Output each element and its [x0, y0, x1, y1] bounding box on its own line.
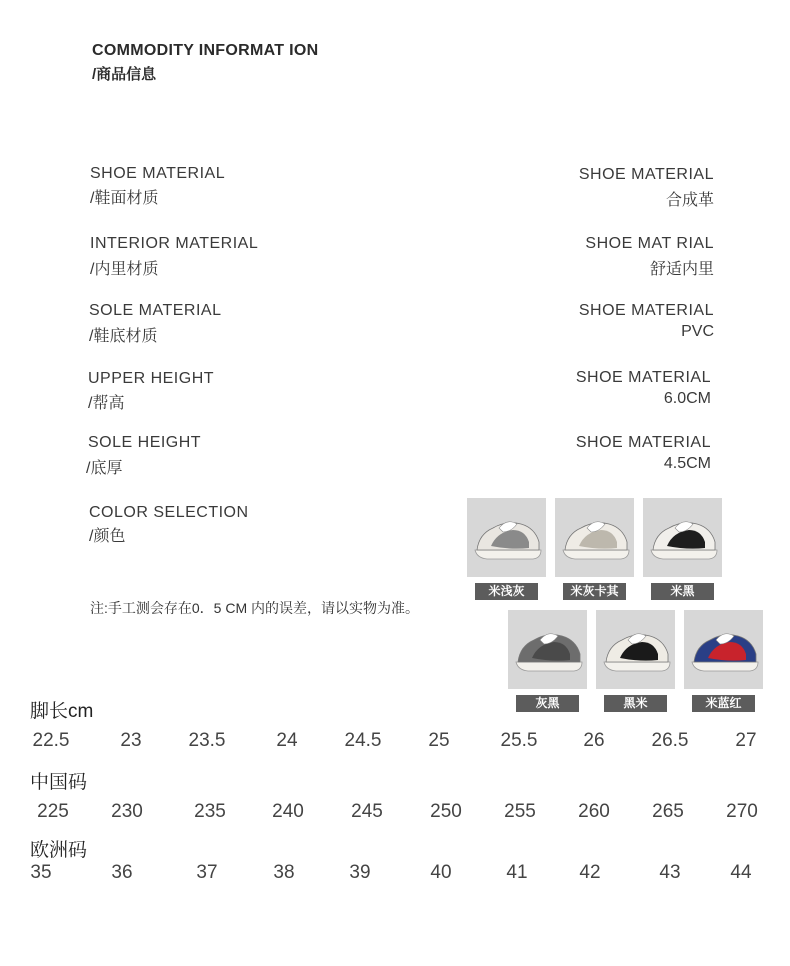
size-cell: 270	[726, 801, 758, 822]
spec-value-en: SHOE MAT RIAL	[585, 235, 714, 252]
measurement-note: 注:手工测会存在0．5 CM 内的误差，请以实物为准。	[90, 600, 420, 616]
size-cell: 245	[351, 801, 383, 822]
shoe-thumbnail	[684, 610, 763, 689]
color-name-tag: 灰黑	[516, 695, 579, 712]
spec-value-en: SHOE MATERIAL	[575, 434, 711, 451]
china-size-row	[0, 801, 790, 825]
spec-value: 合成革	[665, 192, 714, 209]
color-name-tag: 黑米	[604, 695, 667, 712]
spec-label-en: SHOE MATERIAL	[90, 165, 226, 182]
size-cell: 25	[428, 730, 450, 751]
size-cell: 43	[659, 862, 681, 883]
spec-value-en: SHOE MATERIAL	[575, 369, 711, 386]
size-cell: 260	[578, 801, 610, 822]
size-cell: 35	[30, 862, 52, 883]
color-swatch[interactable]	[684, 610, 763, 712]
sneaker-image	[643, 498, 722, 577]
size-cell: 235	[194, 801, 226, 822]
spec-label-zh: /内里材质	[90, 261, 159, 278]
china-size-label: 中国码	[30, 772, 88, 793]
shoe-thumbnail	[508, 610, 587, 689]
section-title-zh: /商品信息	[92, 66, 157, 83]
size-cell: 36	[111, 862, 133, 883]
size-cell: 265	[652, 801, 684, 822]
color-selection-label-zh: /颜色	[89, 528, 126, 545]
size-cell: 23.5	[188, 730, 226, 751]
size-cell: 230	[111, 801, 143, 822]
color-name-tag: 米浅灰	[475, 583, 538, 600]
shoe-thumbnail	[643, 498, 722, 577]
spec-value-en: SHOE MATERIAL	[578, 166, 714, 183]
size-cell: 255	[504, 801, 536, 822]
spec-value: 6.0CM	[663, 390, 711, 407]
size-cell: 250	[430, 801, 462, 822]
size-cell: 225	[37, 801, 69, 822]
size-cell: 38	[273, 862, 295, 883]
size-cell: 24	[276, 730, 298, 751]
size-cell: 27	[735, 730, 757, 751]
spec-label-zh: /鞋底材质	[89, 328, 158, 345]
spec-value-en: SHOE MATERIAL	[578, 302, 714, 319]
color-swatch[interactable]	[555, 498, 634, 600]
sneaker-image	[684, 610, 763, 689]
spec-label-en: SOLE HEIGHT	[88, 434, 202, 451]
size-cell: 26.5	[651, 730, 689, 751]
sneaker-image	[467, 498, 546, 577]
shoe-thumbnail	[596, 610, 675, 689]
eu-size-row	[0, 862, 790, 886]
spec-value: PVC	[681, 323, 714, 340]
color-swatch[interactable]	[643, 498, 722, 600]
foot-length-label: 脚长cm	[30, 701, 94, 722]
color-swatch[interactable]	[467, 498, 546, 600]
size-cell: 22.5	[32, 730, 70, 751]
spec-value: 4.5CM	[663, 455, 711, 472]
spec-label-en: UPPER HEIGHT	[88, 370, 215, 387]
size-cell: 23	[120, 730, 142, 751]
size-cell: 39	[349, 862, 371, 883]
section-title-en: COMMODITY INFORMAT ION	[92, 42, 319, 59]
sneaker-image	[596, 610, 675, 689]
size-cell: 44	[730, 862, 752, 883]
color-swatch[interactable]	[508, 610, 587, 712]
sneaker-image	[555, 498, 634, 577]
size-cell: 42	[579, 862, 601, 883]
size-cell: 24.5	[344, 730, 382, 751]
spec-label-zh: /底厚	[86, 460, 123, 477]
spec-value: 舒适内里	[649, 261, 714, 278]
size-cell: 25.5	[500, 730, 538, 751]
color-name-tag: 米蓝红	[692, 695, 755, 712]
size-cell: 37	[196, 862, 218, 883]
foot-length-row	[0, 730, 790, 754]
color-selection-label-en: COLOR SELECTION	[89, 504, 249, 521]
spec-label-zh: /帮高	[88, 395, 125, 412]
size-cell: 41	[506, 862, 528, 883]
color-name-tag: 米黑	[651, 583, 714, 600]
spec-label-en: INTERIOR MATERIAL	[90, 235, 259, 252]
spec-label-zh: /鞋面材质	[90, 190, 159, 207]
color-swatch[interactable]	[596, 610, 675, 712]
sneaker-image	[508, 610, 587, 689]
spec-label-en: SOLE MATERIAL	[89, 302, 222, 319]
shoe-thumbnail	[467, 498, 546, 577]
color-name-tag: 米灰卡其	[563, 583, 626, 600]
eu-size-label: 欧洲码	[30, 840, 88, 861]
size-cell: 40	[430, 862, 452, 883]
size-cell: 26	[583, 730, 605, 751]
size-cell: 240	[272, 801, 304, 822]
shoe-thumbnail	[555, 498, 634, 577]
